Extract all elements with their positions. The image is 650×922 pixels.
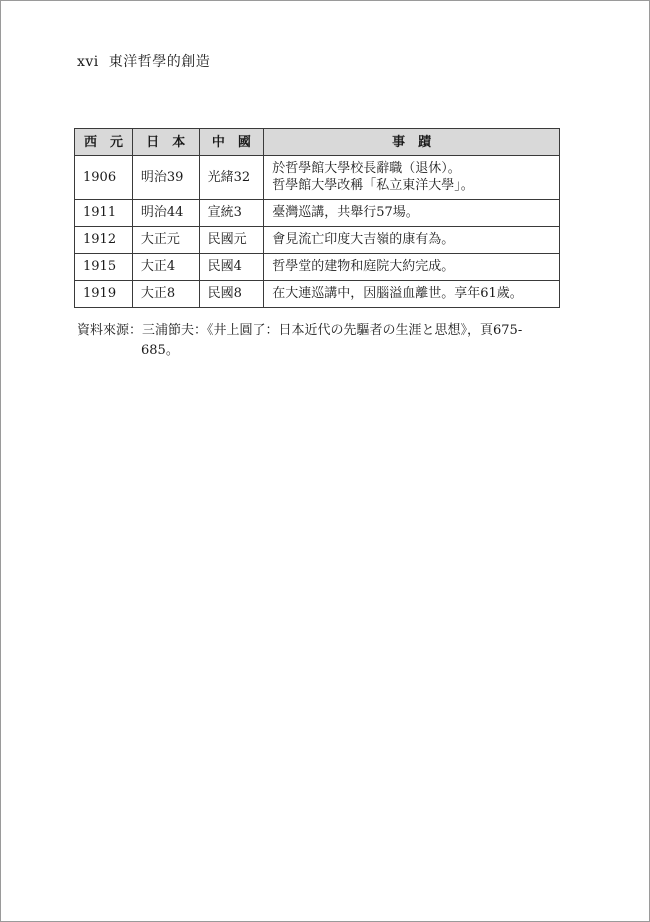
cell-year: 1912: [75, 227, 133, 254]
cell-events: [264, 200, 560, 227]
cell-events: [264, 281, 560, 308]
cell-year: 1915: [75, 254, 133, 281]
cell-year: 1919: [75, 281, 133, 308]
event-line: 會見流亡印度大吉嶺的康有為。: [272, 232, 455, 247]
book-title: 東洋哲學的創造: [108, 54, 211, 70]
table-row: [75, 281, 560, 308]
header-china-era: 中 國: [199, 129, 264, 156]
cell-china-era: 民國4: [199, 254, 264, 281]
cell-china-era: 民國8: [199, 281, 264, 308]
table-row: [75, 156, 560, 200]
event-line: 臺灣巡講，共舉行57場。: [272, 205, 419, 220]
table-row: [75, 227, 560, 254]
cell-events: [264, 254, 560, 281]
source-note-line: 資料來源：三浦節夫：《井上圓了：日本近代の先驅者の生涯と思想》，頁675-: [77, 323, 523, 338]
header-year: 西 元: [75, 129, 133, 156]
running-head: [77, 51, 210, 71]
header-events: 事 蹟: [264, 129, 560, 156]
cell-year: 1911: [75, 200, 133, 227]
chronology-table: [74, 128, 560, 308]
page-number: xvi: [77, 54, 99, 70]
event-line: 在大連巡講中，因腦溢血離世。享年61歲。: [272, 286, 523, 301]
cell-japan-era: 明治44: [132, 200, 199, 227]
source-note-line: 685。: [141, 343, 179, 358]
event-line: 哲學館大學改稱「私立東洋大學」。: [272, 178, 474, 193]
cell-events: [264, 227, 560, 254]
cell-japan-era: 大正4: [132, 254, 199, 281]
event-line: 哲學堂的建物和庭院大約完成。: [272, 259, 455, 274]
table-header-row: [75, 129, 560, 156]
cell-china-era: 光緒32: [199, 156, 264, 200]
header-japan-era: 日 本: [132, 129, 199, 156]
cell-events: [264, 156, 560, 200]
source-note: [77, 321, 567, 361]
cell-japan-era: 大正8: [132, 281, 199, 308]
cell-china-era: 民國元: [199, 227, 264, 254]
cell-japan-era: 大正元: [132, 227, 199, 254]
table-row: [75, 254, 560, 281]
cell-year: 1906: [75, 156, 133, 200]
table-row: [75, 200, 560, 227]
cell-japan-era: 明治39: [132, 156, 199, 200]
cell-china-era: 宣統3: [199, 200, 264, 227]
event-line: 於哲學館大學校長辭職（退休）。: [272, 161, 461, 176]
